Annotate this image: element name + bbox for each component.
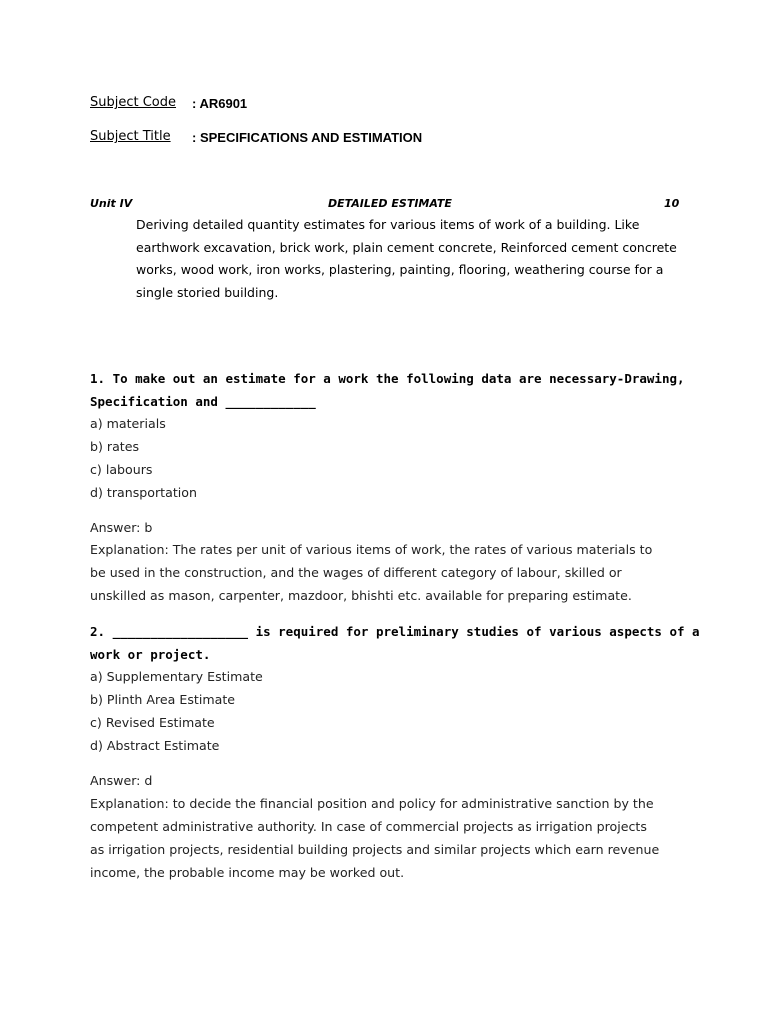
- question-line: 1. To make out an estimate for a work the following data are necessary-Drawing,: [90, 371, 685, 386]
- question-1-options: [90, 412, 700, 504]
- subject-title-label: Subject Title: [90, 129, 171, 144]
- question-2-answer: [90, 769, 700, 792]
- unit-label: Unit IV: [90, 197, 133, 210]
- option-c: c) Revised Estimate: [90, 715, 215, 730]
- syllabus-line: single storied building.: [136, 284, 279, 300]
- syllabus-line: earthwork excavation, brick work, plain cement concrete, Reinforced cement concrete: [136, 239, 677, 255]
- question-line: work or project.: [90, 647, 211, 662]
- unit-hours: 10: [664, 197, 680, 210]
- question-1-answer: [90, 516, 700, 539]
- question-2-explanation: [90, 792, 700, 884]
- explanation-line: Explanation: The rates per unit of various items of work, the rates of various materials to: [90, 542, 653, 557]
- unit-syllabus: [136, 214, 696, 304]
- option-b: b) rates: [90, 439, 140, 454]
- syllabus-line: works, wood work, iron works, plastering, painting, flooring, weathering course for a: [136, 262, 664, 277]
- subject-title-value: : SPECIFICATIONS AND ESTIMATION: [192, 130, 423, 145]
- question-2-options: [90, 665, 700, 757]
- option-a: a) materials: [90, 416, 166, 431]
- question-1: [90, 367, 690, 413]
- explanation-line: competent administrative authority. In case of commercial projects as irrigation projects: [90, 819, 647, 834]
- question-line: Specification and ____________: [90, 394, 316, 409]
- option-a: a) Supplementary Estimate: [90, 669, 263, 684]
- subject-code-label: Subject Code: [90, 95, 177, 110]
- question-line: 2. __________________ is required for preliminary studies of various aspects of a: [90, 624, 700, 639]
- question-2: [90, 620, 700, 666]
- explanation-line: income, the probable income may be worked out.: [90, 865, 405, 880]
- answer: Answer: d: [90, 773, 153, 788]
- syllabus-line: Deriving detailed quantity estimates for various items of work of a building. Like: [136, 217, 640, 232]
- option-c: c) labours: [90, 462, 153, 477]
- explanation-line: Explanation: to decide the financial position and policy for administrative sanction by the: [90, 796, 654, 811]
- subject-code-value: : AR6901: [192, 96, 248, 111]
- option-d: d) transportation: [90, 485, 197, 500]
- answer: Answer: b: [90, 520, 153, 535]
- question-1-explanation: [90, 538, 700, 607]
- explanation-line: be used in the construction, and the wages of different category of labour, skilled or: [90, 565, 622, 580]
- explanation-line: as irrigation projects, residential building projects and similar projects which earn revenue: [90, 842, 660, 857]
- option-b: b) Plinth Area Estimate: [90, 692, 236, 707]
- unit-title: DETAILED ESTIMATE: [328, 197, 452, 210]
- option-d: d) Abstract Estimate: [90, 738, 220, 753]
- explanation-line: unskilled as mason, carpenter, mazdoor, bhishti etc. available for preparing estimate.: [90, 588, 632, 603]
